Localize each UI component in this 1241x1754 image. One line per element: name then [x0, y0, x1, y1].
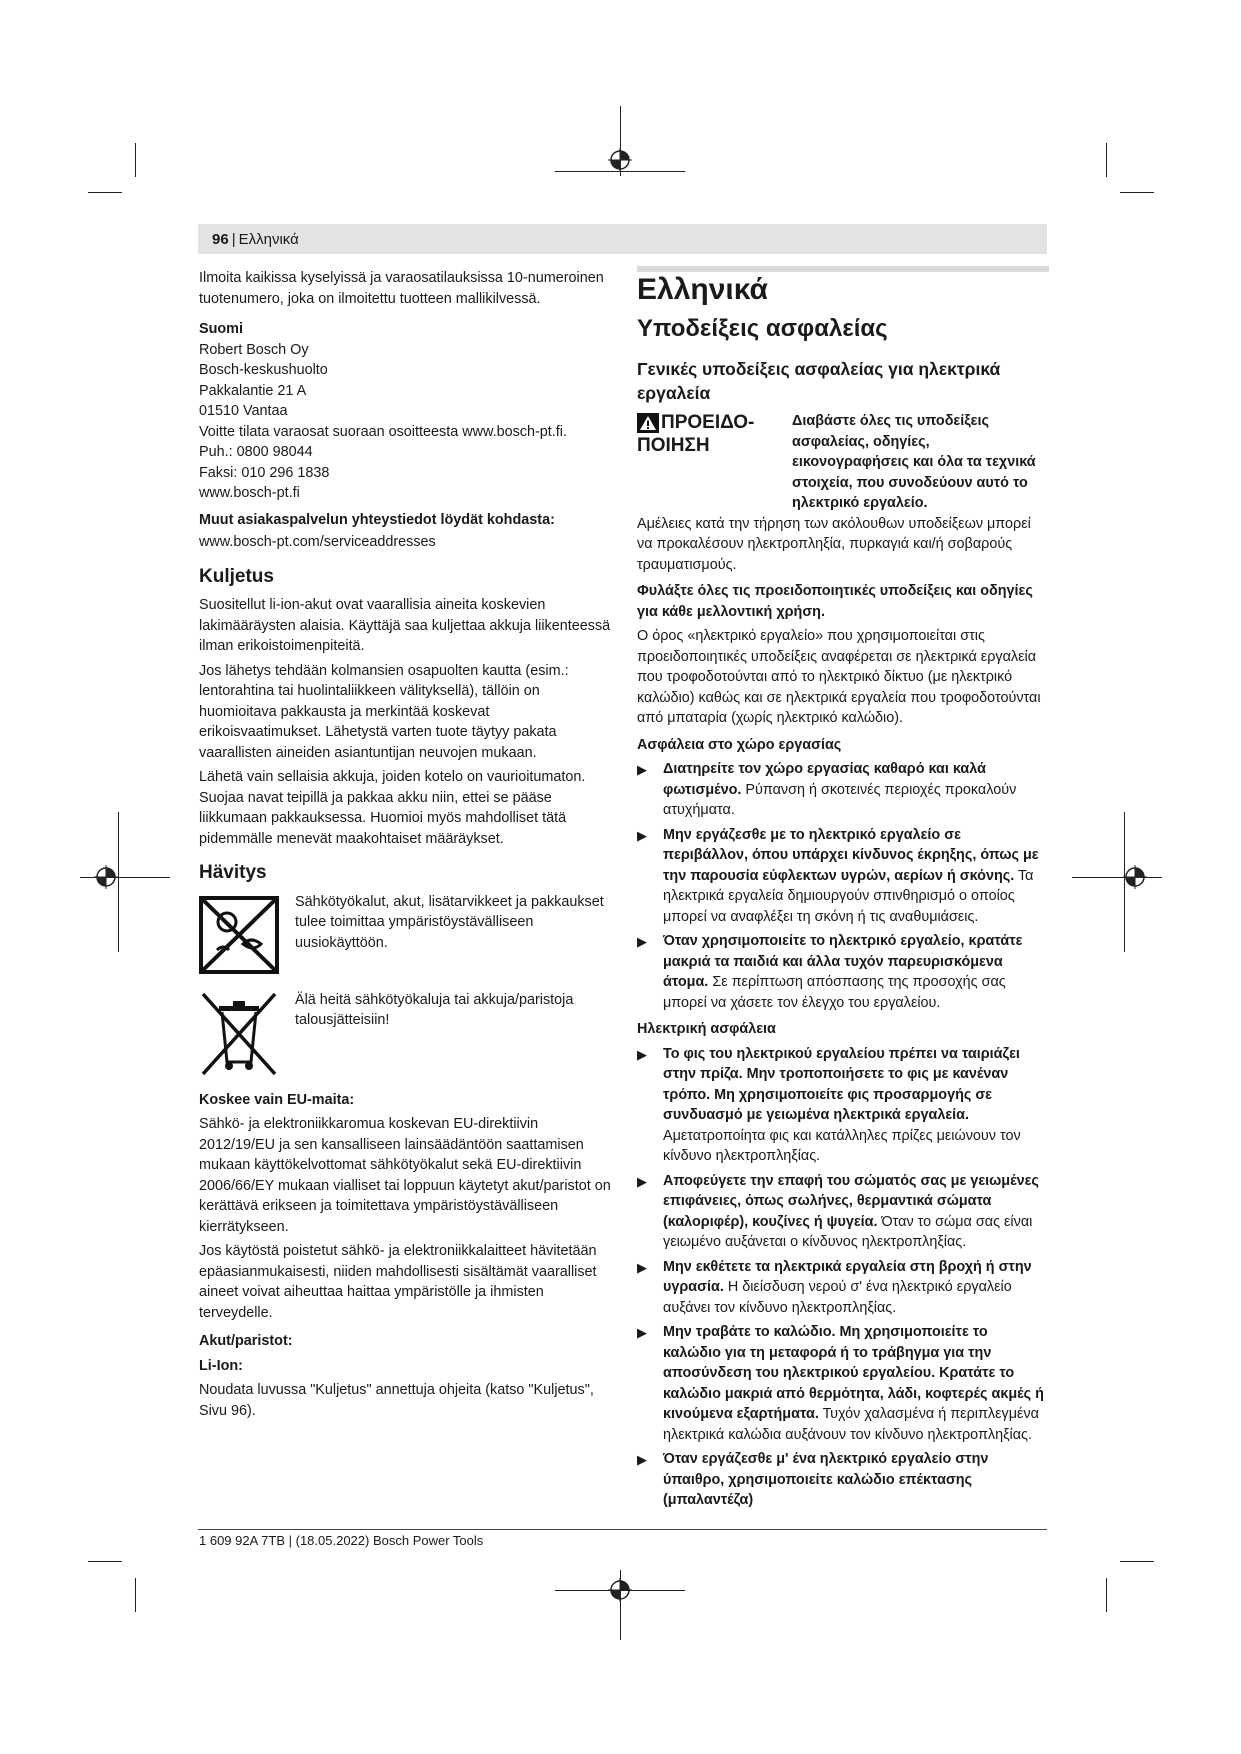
list-item — [637, 1257, 1049, 1319]
left-column — [199, 268, 611, 1425]
address-line: Voitte tilata varaosat suoraan osoitteesta www.bosch-pt.fi. — [199, 423, 567, 440]
bullet-arrow-icon: ▶ — [637, 827, 647, 843]
transport-paragraph: Suositellut li-ion-akut ovat vaarallisia aineita koskevien lakimääräysten alaisia. Käyttäjä saa kuljettaa akkuja liikenteessä ilman erikoistoimenpiteitä. — [199, 597, 611, 654]
warning-block — [637, 411, 1049, 514]
intro-paragraph: Ilmoita kaikissa kyselyissä ja varaosatilauksissa 10-numeroinen tuotenumero, joka on ilmoitettu tuotteen mallikilvessä. — [199, 270, 604, 307]
page-header — [198, 224, 1047, 254]
crop-mark — [1120, 1561, 1154, 1562]
warning-label — [637, 411, 792, 514]
transport-paragraph: Jos lähetys tehdään kolmansien osapuolten kautta (esim.: lentorahtina tai huolintaliikkeen välityksellä), tällöin on huomioitava pakkausta ja merkintää koskevat erikoisvaatimukset. Lähetystä varten tuote täytyy pakata vaarallisten aineiden asiantuntijan neuvojen mukaan. — [199, 662, 569, 761]
list-item-text: Όταν το σώμα σας είναι γειωμένο αυξάνεται ο κίνδυνος ηλεκτροπληξίας. — [663, 1213, 1033, 1250]
list-item-bold: Μην εκθέτετε τα ηλεκτρικά εργαλεία στη βροχή ή στην υγρασία. — [663, 1258, 1032, 1295]
page-footer: 1 609 92A 7TB | (18.05.2022) Bosch Power Tools — [199, 1533, 484, 1548]
transport-heading: Kuljetus — [199, 565, 274, 587]
crop-mark — [1072, 877, 1162, 878]
bullet-arrow-icon: ▶ — [637, 1173, 647, 1189]
transport-paragraph: Lähetä vain sellaisia akkuja, joiden kotelo on vaurioitumaton. Suojaa navat teipillä ja pakkaa akku niin, ettei se pääse liikkumaan pakkauksessa. Huomioi myös mahdolliset tätä pidemmälle menevät maakohtaiset määräykset. — [199, 769, 586, 847]
address-line: Faksi: 010 296 1838 — [199, 464, 330, 481]
warning-label-line: ΠΡΟΕΙΔΟ- — [661, 412, 755, 433]
work-area-heading: Ασφάλεια στο χώρο εργασίας — [637, 736, 842, 753]
disposal-heading: Hävitys — [199, 862, 267, 883]
term-note: Ο όρος «ηλεκτρικό εργαλείο» που χρησιμοποιείται στις προειδοποιητικές υποδείξεις αναφέρεται σε ηλεκτρικά εργαλεία που τροφοδοτούνται από το ηλεκτρικό δίκτυο (με ηλεκτρικό καλώδιο) καθώς και σε ηλεκτρικά εργαλεία που τροφοδοτούνται από μπαταρία (χωρίς ηλεκτρικό καλώδιο). — [637, 628, 1041, 726]
electrical-heading: Ηλεκτρική ασφάλεια — [637, 1021, 776, 1037]
crossed-out-bin-icon — [199, 990, 291, 1076]
bullet-arrow-icon: ▶ — [637, 1325, 647, 1340]
recycle-notice — [199, 892, 611, 978]
registration-mark-icon — [94, 865, 118, 889]
address-line: Bosch-keskushuolto — [199, 362, 328, 378]
section-title: Ελληνικά — [637, 273, 768, 306]
list-item-text: Αμετατροποίητα φις και κατάλληλες πρίζες μειώνουν τον κίνδυνο ηλεκτροπληξίας. — [663, 1127, 1021, 1164]
keep-notice: Φυλάξτε όλες τις προειδοποιητικές υποδείξεις και οδηγίες για κάθε μελλοντική χρήση. — [637, 583, 1033, 620]
crop-mark — [88, 192, 122, 193]
address-line: Puh.: 0800 98044 — [199, 444, 313, 460]
registration-mark-icon — [608, 148, 632, 172]
list-item-text: Σε περίπτωση απόσπασης της προσοχής σας μπορεί να χάσετε τον έλεγχο του εργαλείου. — [663, 974, 1006, 1011]
disposal-text: Sähkötyökalut, akut, lisätarvikkeet ja pakkaukset tulee toimittaa ympäristöystävälliseen uusiokäyttöön. — [295, 893, 604, 951]
footer-divider — [198, 1529, 1047, 1530]
eu-paragraph: Sähkö- ja elektroniikkaromua koskevan EU-direktiivin 2012/19/EU ja sen kansalliseen lainsäädäntöön saattamisen mukaan käyttökelvottomat sähkötyökalut sekä EU-direktiivin 2006/66/EY mukaan vialliset tai loppuun käytetyt akut/paristot on kerättävä erikseen ja toimitettava ympäristöystävälliseen kierrätykseen. — [199, 1116, 611, 1235]
bullet-arrow-icon: ▶ — [637, 762, 647, 777]
header-language: Ελληνικά — [238, 230, 299, 248]
list-item — [637, 1449, 1049, 1511]
list-item-bold: Μην εργάζεσθε με το ηλεκτρικό εργαλείο σε περιβάλλον, όπου υπάρχει κίνδυνος έκρηξης, όπως με την παρουσία εύφλεκτων υγρών, αερίων ή σκόνης. — [663, 826, 1039, 884]
list-item-bold: Διατηρείτε τον χώρο εργασίας καθαρό και καλά φωτισμένο. — [663, 761, 986, 798]
more-contact-url: www.bosch-pt.com/serviceaddresses — [199, 534, 436, 550]
disposal-text: Älä heitä sähkötyökaluja tai akkuja/paristoja talousjätteisiin! — [295, 991, 574, 1028]
list-item — [637, 1322, 1049, 1445]
list-item-text: Τυχόν χαλασμένα ή περιπλεγμένα ηλεκτρικά καλώδια αυξάνουν τον κίνδυνο ηλεκτροπληξίας. — [663, 1406, 1039, 1443]
address-line: Robert Bosch Oy — [199, 341, 309, 358]
list-item — [637, 759, 1049, 821]
list-item-bold: Μην τραβάτε το καλώδιο. Μη χρησιμοποιείτε το καλώδιο για τη μεταφορά ή το τράβηγμα για την αποσύνδεση του ηλεκτρικού εργαλείου. Κρατάτε το καλώδιο μακριά από θερμότητα, λάδι, κοφτερές ακμές ή κινούμενα εξαρτήματα. — [663, 1324, 1044, 1422]
crop-mark — [1106, 143, 1107, 177]
warning-bold-text: Διαβάστε όλες τις υποδείξεις ασφαλείας, οδηγίες, εικονογραφήσεις και όλα τα τεχνικά στοιχεία, που συνοδεύουν αυτό το ηλεκτρικό εργαλείο. — [792, 413, 1036, 511]
eu-heading: Koskee vain EU-maita: — [199, 1091, 355, 1108]
bullet-arrow-icon: ▶ — [637, 1452, 647, 1467]
weee-notice — [199, 990, 611, 1076]
list-item — [637, 931, 1049, 1013]
list-item-bold: Το φις του ηλεκτρικού εργαλείου πρέπει να ταιριάζει στην πρίζα. Μην τροποποιήσετε το φις με κανέναν τρόπο. Μη χρησιμοποιείτε φις προσαρμογής σε συνδυασμό με γειωμένα ηλεκτρικά εργαλεία. — [663, 1045, 1020, 1123]
list-item-text: Τα ηλεκτρικά εργαλεία δημιουργούν σπινθηρισμό ο οποίος μπορεί να αναφλέξει τη σκόνη ή τις αναθυμιάσεις. — [663, 867, 1034, 925]
warning-label-line: ΠΟΙΗΣΗ — [637, 435, 710, 456]
address-line: www.bosch-pt.fi — [199, 485, 300, 501]
general-safety-heading: Γενικές υποδείξεις ασφαλείας για ηλεκτρικά εργαλεία — [637, 359, 1001, 403]
address-block — [199, 340, 611, 504]
crop-mark — [135, 143, 136, 177]
crop-mark — [118, 812, 119, 952]
list-item-bold: Όταν χρησιμοποιείτε το ηλεκτρικό εργαλείο, κρατάτε μακριά τα παιδιά και άλλα τυχόν παρευρισκόμενα άτομα. — [663, 933, 1023, 990]
address-line: 01510 Vantaa — [199, 403, 288, 419]
section-divider — [637, 266, 1049, 272]
crop-mark — [1120, 192, 1154, 193]
liion-heading: Li-Ion: — [199, 1357, 243, 1374]
no-trash-recycling-icon — [199, 892, 291, 978]
list-item — [637, 1171, 1049, 1253]
crop-mark — [135, 1578, 136, 1612]
batteries-heading: Akut/paristot: — [199, 1333, 293, 1349]
page-number: 96 — [212, 230, 229, 248]
crop-mark — [88, 1561, 122, 1562]
liion-text: Noudata luvussa "Kuljetus" annettuja ohjeita (katso "Kuljetus", Sivu 96). — [199, 1382, 594, 1419]
list-item — [637, 825, 1049, 928]
more-contact-label: Muut asiakaspalvelun yhteystiedot löydät kohdasta: — [199, 511, 555, 528]
warning-text: Αμέλειες κατά την τήρηση των ακόλουθων υποδείξεων μπορεί να προκαλέσουν ηλεκτροπληξία, πυρκαγιά και/ή σοβαρούς τραυματισμούς. — [637, 515, 1031, 573]
registration-mark-icon — [608, 1578, 632, 1602]
right-column — [637, 266, 1049, 1515]
list-item-text: Ρύπανση ή σκοτεινές περιοχές προκαλούν ατυχήματα. — [663, 781, 1017, 818]
eu-paragraph: Jos käytöstä poistetut sähkö- ja elektroniikkalaitteet hävitetään epäasianmukaisesti, niiden mahdollisesti sisältämät vaaralliset aineet voivat aiheuttaa haittaa ympäristölle ja ihmisten terveydelle. — [199, 1243, 597, 1321]
bullet-arrow-icon: ▶ — [637, 1259, 647, 1275]
bullet-arrow-icon: ▶ — [637, 1046, 647, 1062]
list-item-text: Η διείσδυση νερού σ' ένα ηλεκτρικό εργαλείο αυξάνει τον κίνδυνο ηλεκτροπληξίας. — [663, 1279, 1012, 1316]
header-separator: | — [231, 230, 236, 248]
warning-triangle-icon — [637, 413, 659, 433]
list-item-bold: Αποφεύγετε την επαφή του σώματός σας με γειωμένες επιφάνειες, όπως σωλήνες, θερμαντικά σώματα (καλοριφέρ), κουζίνες ή ψυγεία. — [663, 1172, 1039, 1230]
bullet-arrow-icon: ▶ — [637, 934, 647, 949]
address-line: Pakkalantie 21 A — [199, 382, 307, 399]
safety-heading: Υποδείξεις ασφαλείας — [637, 314, 888, 342]
country-heading: Suomi — [199, 321, 243, 337]
list-item — [637, 1044, 1049, 1167]
registration-mark-icon — [1123, 865, 1147, 889]
list-item-bold: Όταν εργάζεσθε μ' ένα ηλεκτρικό εργαλείο στην ύπαιθρο, χρησιμοποιείτε καλώδιο επέκτασης (μπαλαντέζα) — [663, 1451, 989, 1508]
crop-mark — [1106, 1578, 1107, 1612]
